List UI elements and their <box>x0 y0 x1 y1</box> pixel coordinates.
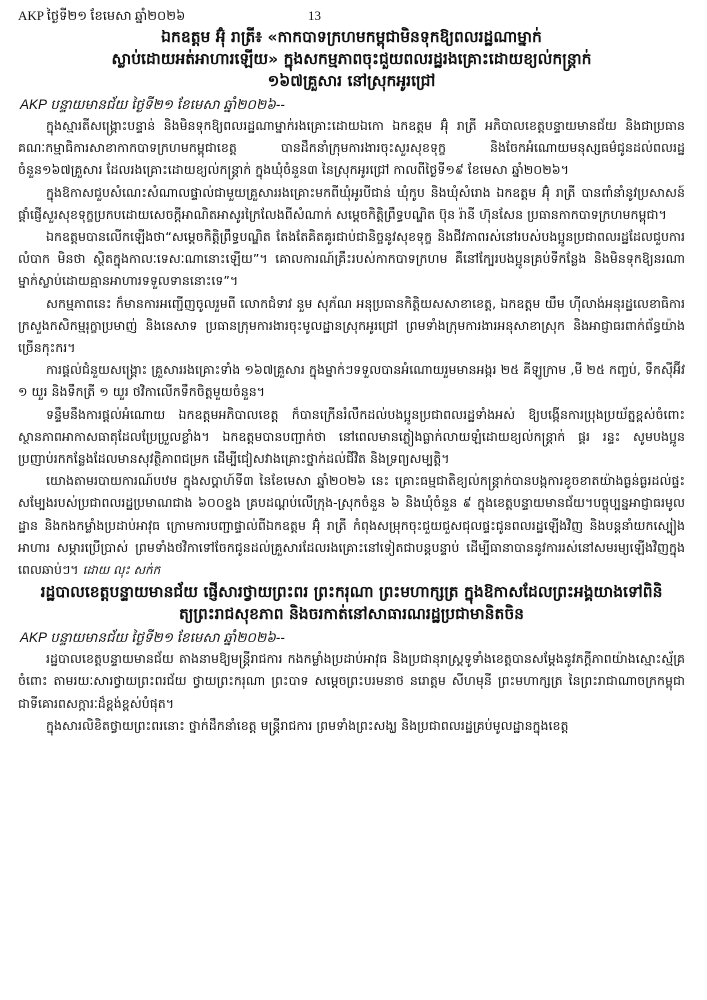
article-1-title-line: ១៦៧គ្រួសារ នៅស្រុកអូរជ្រៅ <box>267 72 436 90</box>
article-1-paragraph: ឯកឧត្តមបានលើកឡើងថា“សម្តេចកិត្តិព្រឹទ្ធបណ្ឌិត តែងតែគិតគូរជាប់ជានិច្ចនូវសុខទុក្ខ និងជីវភាពរស់នៅរបស់បងប្អូនប្រជាពលរដ្ឋដែលជួបការលំបាក មិនថា ស្ថិតក្នុងកាលៈទេសៈណានោះឡើយ”។ គោលការណ៍គ្រឹះរបស់កាកបាទក្រហម គឺនៅក្បែរបងប្អូនគ្រប់ទីកន្លែង និងមិនទុកឱ្យនរណាម្នាក់ស្លាប់ដោយគ្មានអាហារទទួលទាននោះទេ”។ <box>18 229 685 289</box>
article-2 <box>18 581 685 737</box>
article-2-paragraph: រដ្ឋបាលខេត្តបន្ទាយមានជ័យ តាងនាមឱ្យមន្ត្រីរាជការ កងកម្លាំងប្រដាប់អាវុធ និងប្រជានុរាស្ត្រទូទាំងខេត្តបានសម្តែងនូវភក្តីភាពយ៉ាងស្មោះស្ម័គ្រចំពោះ តាមរយៈសារថ្វាយព្រះពរជ័យ ថ្វាយព្រះករុណា ព្រះបាទ សម្តេចព្រះបរមនាថ នរោត្តម សីហមុនី ព្រះមហាក្សត្រ នៃព្រះរាជាណាចក្រកម្ពុជា ជាទីគោរពសក្ការៈដ៏ខ្ពង់ខ្ពស់បំផុត។ <box>18 651 685 711</box>
article-2-dateline: AKP បន្ទាយមានជ័យ ថ្ងៃទី២១ ខែមេសា ឆ្នាំ២០២៦-- <box>20 630 285 646</box>
article-1-paragraph: ការផ្តល់ជំនួយសង្គ្រោះ គ្រួសាររងគ្រោះទាំង ១៦៧គ្រួសារ ក្នុងម្នាក់ៗទទួលបានអំណោយរួមមានអង្ករ ២៥ គីឡូក្រាម ,មី ២៥ កញ្ចប់, ទឹកស៊ីអ៊ីវ ១ យួរ និងទឹកត្រី ១ យួរ ថវិកាលើកទឹកចិត្តមួយចំនួន។ <box>18 362 685 400</box>
article-1-title-line: ស្លាប់ដោយអត់អាហារឡើយ» ក្នុងសកម្មភាពចុះជួយពលរដ្ឋរងគ្រោះដោយខ្យល់កន្ត្រាក់ <box>111 50 592 68</box>
source-date: AKP ថ្ងៃទី២១ ខែមេសា ឆ្នាំ២០២៦ <box>18 8 186 23</box>
article-1-paragraph: ក្នុងឱកាសជួបសំណេះសំណាលផ្ទាល់ជាមួយគ្រួសាររងគ្រោះមកពីឃុំអូរបីជាន់ ឃុំកូប និងឃុំសំរោង ឯកឧត្តម អ៊ុំ រាត្រី បានពាំនាំនូវប្រសាសន៍ផ្តាំផ្ញើសួរសុខទុក្ខប្រកបដោយសេចក្តីអាណិតអាសូរក្រៃលែងពីសំណាក់ សម្តេចកិត្តិព្រឹទ្ធបណ្ឌិត ប៊ុន រ៉ានី ហ៊ុនសែន ប្រធានកាកបាទក្រហមកម្ពុជា។ <box>18 184 685 222</box>
article-2-title <box>18 581 685 625</box>
article-1-paragraph: ទន្ទឹមនឹងការផ្តល់អំណោយ ឯកឧត្តមអភិបាលខេត្ត ក៏បានក្រើនរំលឹកដល់បងប្អូនប្រជាពលរដ្ឋទាំងអស់ ឱ្យបង្កើនការប្រុងប្រយ័ត្នខ្ពស់ចំពោះស្ថានភាពអាកាសធាតុដែលប្រែប្រួលខ្លាំង។ ឯកឧត្តមបានបញ្ជាក់ថា នៅពេលមានភ្លៀងធ្លាក់លាយឡំដោយខ្យល់កន្ត្រាក់ ផ្គរ រន្ទះ សូមបងប្អូនប្រញាប់រកកន្លែងដែលមានសុវត្ថិភាពជម្រក ដើម្បីជៀសវាងគ្រោះថ្នាក់ដល់ជីវិត និងទ្រព្យសម្បត្តិ។ <box>18 406 685 467</box>
article-1-last-paragraph-text: យោងតាមរបាយការណ៍បឋម ក្នុងសប្តាហ៍ទី៣ នៃខែមេសា ឆ្នាំ២០២៦ នេះ គ្រោះធម្មជាតិខ្យល់កន្ត្រាក់បានបង្កការខូចខាតយ៉ាងធ្ងន់ធ្ងរដល់ផ្ទះសម្បែងរបស់ប្រជាពលរដ្ឋប្រមាណជាង ៦០០ខ្នង គ្របដណ្តប់លើក្រុង-ស្រុកចំនួន ៦ និងឃុំចំនួន ៩ ក្នុងខេត្តបន្ទាយមានជ័យ។បច្ចុប្បន្នអាជ្ញាធរមូលដ្ឋាន និងកងកម្លាំងប្រដាប់អាវុធ ក្រោមការបញ្ជាផ្ទាល់ពីឯកឧត្តម អ៊ុំ រាត្រី កំពុងសម្រុកចុះជួយជួសជុលផ្ទះជូនពលរដ្ឋឡើងវិញ និងបន្តនាំយកស្បៀងអាហារ សម្ភារប្រើប្រាស់ ព្រមទាំងថវិកាទៅចែកជូនដល់គ្រួសារដែលរងគ្រោះនៅទៀតជាបន្តបន្ទាប់ ដើម្បីធានាបាននូវការរស់នៅសមរម្យឡើងវិញក្នុងពេលឆាប់ៗ។ <box>18 473 685 578</box>
page-header <box>18 6 685 26</box>
article-1-byline: ដោយ លុះ សក់ក <box>82 563 161 578</box>
article-1 <box>18 26 685 581</box>
article-1-title <box>18 26 685 92</box>
article-1-paragraph: សកម្មភាពនេះ ក៏មានការអញ្ជើញចូលរួមពី លោកជំទាវ នួម សុភ័ណ អនុប្រធានកិត្តិយសសាខាខេត្ត, ឯកឧត្តម យឹម ហ៊ីលាង់អនុរដ្ឋលេខាធិការក្រសួងកសិកម្មរុក្ខាប្រមាញ់ និងនេសាទ ប្រធានក្រុមការងារចុះមូលដ្ឋានស្រុកអូរជ្រៅ ព្រមទាំងក្រុមការងារអនុសាខាស្រុក និងអាជ្ញាធរពាក់ព័ន្ធយ៉ាងច្រើនកុះករ។ <box>18 295 685 356</box>
article-2-paragraph: ក្នុងសារលិខិតថ្វាយព្រះពរនោះ ថ្នាក់ដឹកនាំខេត្ត មន្ត្រីរាជការ ព្រមទាំងព្រះសង្ឃ និងប្រជាពលរដ្ឋគ្រប់មូលដ្ឋានក្នុងខេត្ត <box>46 717 569 733</box>
article-1-dateline: AKP បន្ទាយមានជ័យ ថ្ងៃទី២១ ខែមេសា ឆ្នាំ២០២៦-- <box>20 97 285 112</box>
article-1-title-line: ឯកឧត្តម អ៊ុំ រាត្រី៖ «កាកបាទក្រហមកម្ពុជាមិនទុកឱ្យពលរដ្ឋណាម្នាក់ <box>161 28 542 46</box>
article-2-title-line: រដ្ឋបាលខេត្តបន្ទាយមានជ័យ ផ្ញើសារថ្វាយព្រះពរ ព្រះករុណា ព្រះមហាក្សត្រ ក្នុងឱកាសដែលព្រះអង្គយាងទៅពិនិ <box>40 583 663 602</box>
article-1-paragraph: ក្នុងស្មារតីសង្គ្រោះបន្ទាន់ និងមិនទុកឱ្យពលរដ្ឋណាម្នាក់រងគ្រោះដោយឯកោ ឯកឧត្តម អ៊ុំ រាត្រី អភិបាលខេត្តបន្ទាយមានជ័យ និងជាប្រធានគណៈកម្មាធិការសាខាកាកបាទក្រហមកម្ពុជាខេត្ត បានដឹកនាំក្រុមការងារចុះសួរសុខទុក្ខ និងចែកអំណោយមនុស្សធម៌ជូនដល់ពលរដ្ឋចំនួន១៦៧គ្រួសារ ដែលរងគ្រោះដោយខ្យល់កន្ត្រាក់ ក្នុងឃុំចំនួន៣ នៃស្រុកអូរជ្រៅ កាលពីថ្ងៃទី១៩ ខែមេសា ឆ្នាំ២០២៦។ <box>18 118 685 178</box>
article-2-title-line: ត្យព្រះរាជសុខភាព និងចរកាត់នៅសាធារណរដ្ឋប្រជាមានិតចិន <box>178 605 525 624</box>
article-1-paragraph <box>18 470 685 581</box>
page-number: 13 <box>308 8 321 23</box>
